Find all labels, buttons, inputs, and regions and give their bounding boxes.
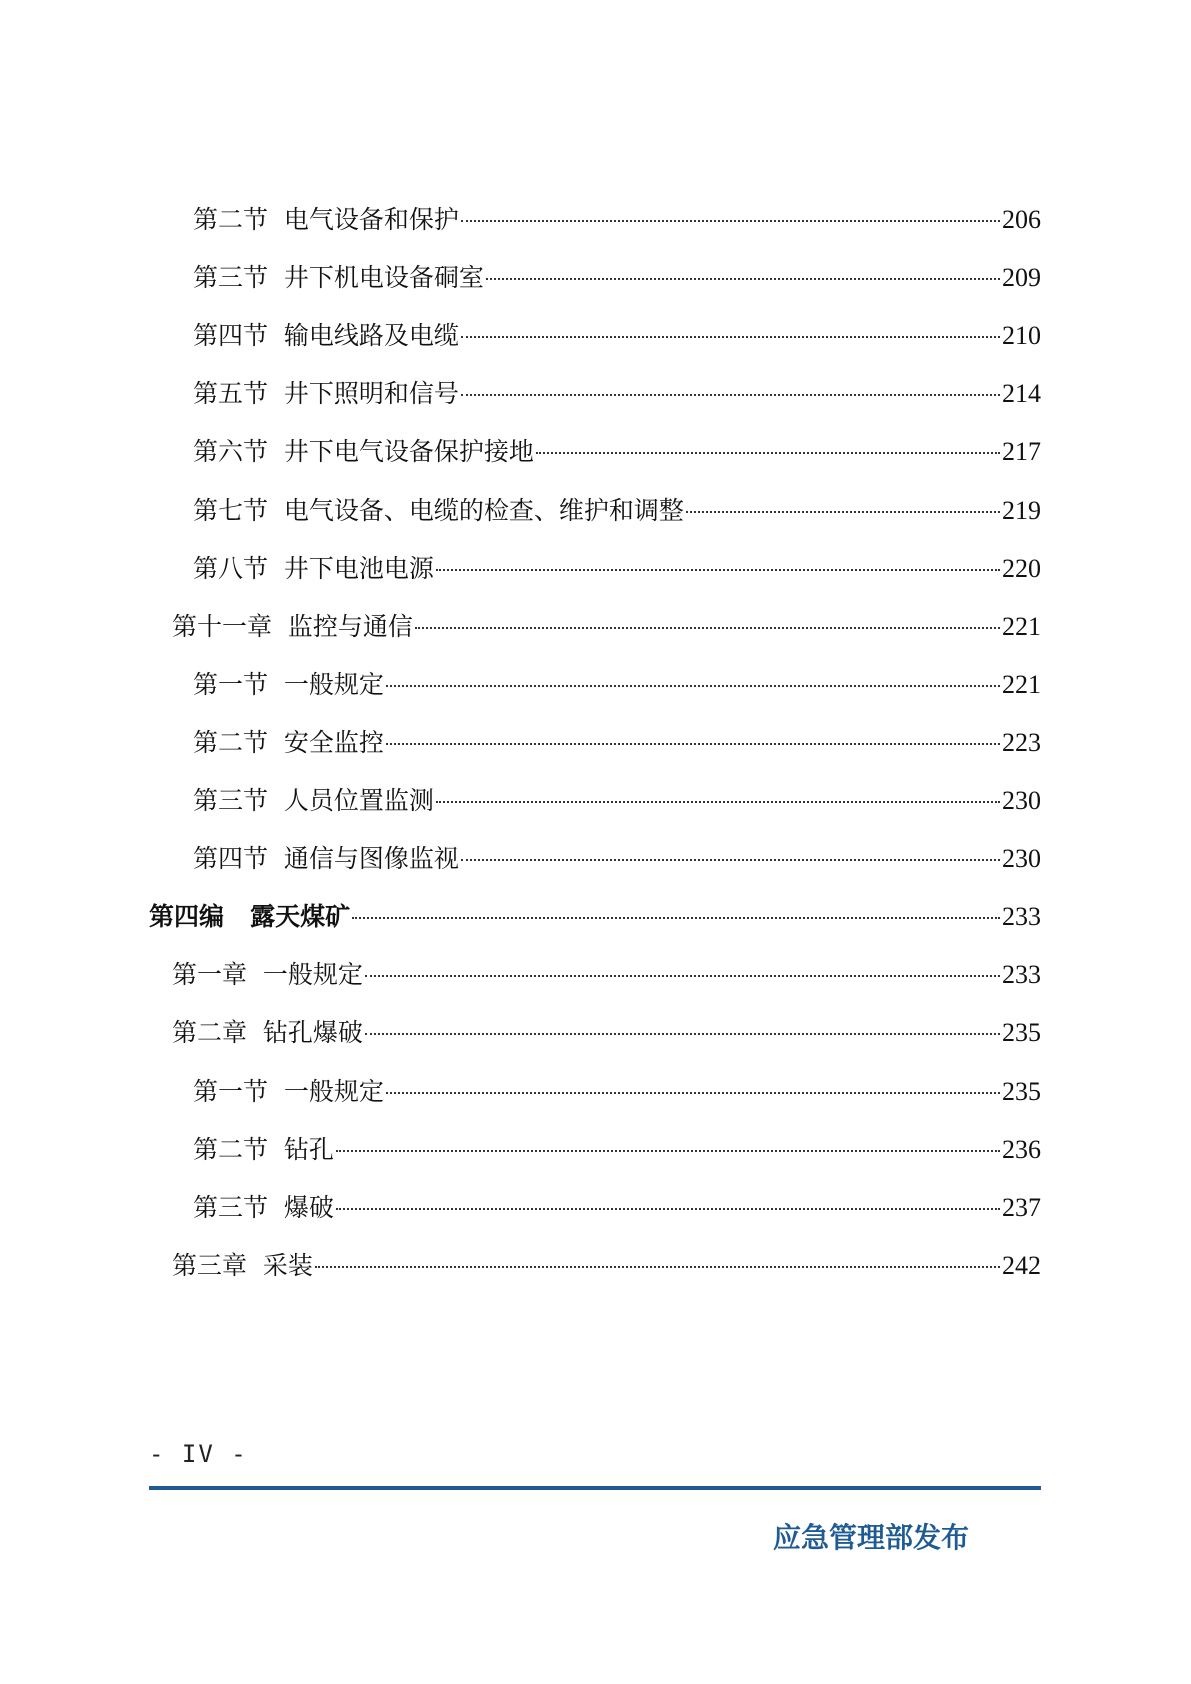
- toc-entry-page-number: 209: [1002, 263, 1041, 293]
- dot-leader: [461, 220, 1000, 222]
- dot-leader: [686, 511, 1000, 513]
- toc-entry-section[interactable]: [193, 723, 1041, 763]
- toc-entry-title: 第六节 井下电气设备保护接地: [193, 437, 534, 467]
- toc-entry-title: 第三节 人员位置监测: [193, 786, 434, 815]
- toc-entry-page-number: 221: [1002, 611, 1041, 641]
- toc-entry-chapter[interactable]: [172, 1246, 1041, 1286]
- toc-entry-section[interactable]: [193, 665, 1041, 705]
- toc-entry-title: 第十一章 监控与通信: [172, 611, 413, 641]
- dot-leader: [336, 1150, 1000, 1152]
- dot-leader: [365, 1033, 1000, 1035]
- toc-entry-title: 第一章 一般规定: [172, 960, 363, 990]
- footer-divider: [149, 1486, 1041, 1490]
- toc-entry-title: 第三节 井下机电设备硐室: [193, 263, 484, 293]
- toc-entry-section[interactable]: [193, 781, 1041, 821]
- toc-entry-section[interactable]: [193, 1188, 1041, 1228]
- toc-entry-page-number: 217: [1002, 437, 1041, 467]
- dot-leader: [436, 801, 1000, 803]
- toc-entry-title: 第四编 露天煤矿: [149, 902, 351, 932]
- toc-entry-page-number: 230: [1002, 844, 1041, 874]
- dot-leader: [386, 743, 1000, 745]
- dot-leader: [315, 1266, 1000, 1268]
- toc-entry-title: 第七节 电气设备、电缆的检查、维护和调整: [193, 495, 684, 525]
- toc-entry-title: 第二节 安全监控: [193, 727, 384, 757]
- toc-entry-page-number: 220: [1002, 553, 1041, 583]
- dot-leader: [486, 278, 1000, 280]
- toc-entry-section[interactable]: [193, 200, 1041, 240]
- toc-entry-page-number: 210: [1002, 321, 1041, 351]
- toc-entry-title: 第三章 采装: [172, 1250, 313, 1280]
- toc-entry-page-number: 223: [1002, 727, 1041, 757]
- dot-leader: [461, 859, 1000, 861]
- toc-entry-section[interactable]: [193, 491, 1041, 531]
- dot-leader: [536, 452, 1000, 454]
- toc-entry-title: 第五节 井下照明和信号: [193, 379, 459, 409]
- dot-leader: [415, 627, 1000, 629]
- toc-entry-page-number: 233: [1002, 960, 1041, 990]
- dot-leader: [461, 336, 1000, 338]
- toc-entry-section[interactable]: [193, 1072, 1041, 1112]
- dot-leader: [336, 1208, 1000, 1210]
- toc-entry-chapter[interactable]: [172, 955, 1041, 995]
- toc-entry-title: 第一节 一般规定: [193, 1076, 384, 1106]
- toc-entry-section[interactable]: [193, 316, 1041, 356]
- toc-entry-title: 第一节 一般规定: [193, 669, 384, 699]
- toc-entry-section[interactable]: [193, 1130, 1041, 1170]
- toc-entry-page-number: 235: [1002, 1018, 1041, 1048]
- dot-leader: [386, 1092, 1000, 1094]
- toc-entry-page-number: 242: [1002, 1250, 1041, 1280]
- toc-entry-page-number: 214: [1002, 379, 1041, 409]
- toc-entry-chapter[interactable]: [172, 607, 1041, 647]
- toc-entry-page-number: 219: [1002, 495, 1041, 525]
- toc-entry-title: 第三节 爆破: [193, 1192, 334, 1222]
- toc-entry-page-number: 206: [1002, 205, 1041, 234]
- toc-entry-section[interactable]: [193, 839, 1041, 879]
- toc-entry-title: 第四节 通信与图像监视: [193, 844, 459, 874]
- dot-leader: [386, 685, 1000, 687]
- dot-leader: [365, 975, 1000, 977]
- toc-entry-section[interactable]: [193, 374, 1041, 414]
- toc-entry-page-number: 236: [1002, 1134, 1041, 1164]
- toc-entry-section[interactable]: [193, 432, 1041, 472]
- toc-entry-page-number: 221: [1002, 669, 1041, 699]
- toc-entry-title: 第二章 钻孔爆破: [172, 1018, 363, 1048]
- toc-entry-section[interactable]: [193, 258, 1041, 298]
- toc-entry-page-number: 235: [1002, 1076, 1041, 1106]
- toc-entry-part[interactable]: [149, 897, 1041, 937]
- toc-entry-page-number: 237: [1002, 1192, 1041, 1222]
- toc-entry-title: 第八节 井下电池电源: [193, 553, 434, 583]
- toc-entry-page-number: 233: [1002, 902, 1041, 932]
- toc-entry-title: 第二节 钻孔: [193, 1134, 334, 1164]
- toc-entry-chapter[interactable]: [172, 1013, 1041, 1053]
- publisher-label: 应急管理部发布: [773, 1521, 970, 1554]
- toc-entry-page-number: 230: [1002, 786, 1041, 815]
- dot-leader: [461, 394, 1000, 396]
- toc-entry-title: 第二节 电气设备和保护: [193, 205, 459, 234]
- toc-entry-section[interactable]: [193, 549, 1041, 589]
- dot-leader: [352, 917, 1000, 919]
- dot-leader: [436, 569, 1000, 571]
- toc-entry-title: 第四节 输电线路及电缆: [193, 321, 459, 351]
- page-number: - IV -: [149, 1440, 248, 1468]
